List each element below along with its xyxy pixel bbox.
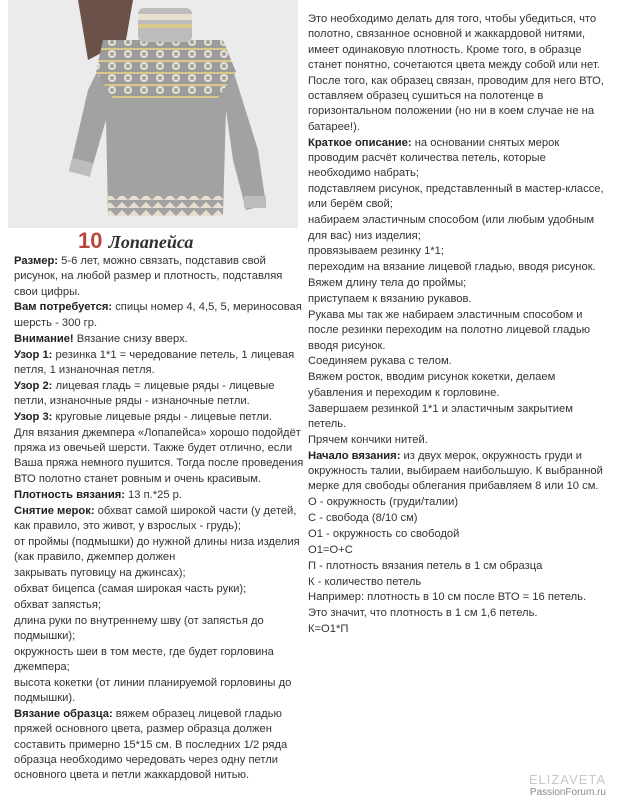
- paragraph: [14, 332, 304, 347]
- paragraph-text: После того, как образец связан, проводим для него ВТО, оставляем образец сушиться на полотенце в горизонтальном положении (но ни в коем случае не на батарее!).: [308, 74, 604, 133]
- paragraph-text: закрывать пуговицу на джинсах);: [14, 566, 186, 579]
- paragraph-label: Внимание!: [14, 332, 74, 345]
- paragraph: [308, 276, 604, 291]
- paragraph-label: Узор 3:: [14, 410, 53, 423]
- sweater-illustration: [8, 0, 298, 228]
- paragraph: [14, 676, 304, 707]
- paragraph-text: переходим на вязание лицевой гладью, вводя рисунок.: [308, 261, 596, 274]
- paragraph-text: Вяжем длину тела до проймы;: [308, 277, 467, 290]
- paragraph: [308, 12, 604, 73]
- paragraph: [308, 292, 604, 307]
- paragraph-label: Узор 1:: [14, 348, 53, 361]
- paragraph: [308, 308, 604, 354]
- paragraph-label: Вязание образца:: [14, 708, 113, 721]
- paragraph-text: О - окружность (груди/талии): [308, 496, 459, 509]
- paragraph-text: С - свобода (8/10 см): [308, 512, 418, 524]
- paragraph-text: Это значит, что плотность в 1 см 1,6 петель.: [308, 607, 538, 620]
- paragraph-text: длина руки по внутреннему шву (от запястья до подмышки);: [14, 614, 264, 642]
- paragraph-text: Соединяем рукава с телом.: [308, 355, 452, 368]
- paragraph: [308, 527, 604, 542]
- paragraph-text: К=О1*П: [308, 623, 349, 636]
- paragraph-text: окружность шеи в том месте, где будет горловина джемпера;: [14, 645, 274, 674]
- paragraph: [14, 348, 304, 379]
- article-heading: [78, 228, 193, 254]
- paragraph-label: Краткое описание:: [308, 136, 412, 149]
- paragraph: [308, 213, 604, 244]
- paragraph-label: Размер:: [14, 255, 59, 267]
- paragraph: [14, 535, 304, 566]
- paragraph-label: Снятие мерок:: [14, 504, 95, 517]
- paragraph-text: Например: плотность в 10 см после ВТО = 16 петель.: [308, 591, 587, 604]
- paragraph-text: провязываем резинку 1*1;: [308, 245, 444, 258]
- paragraph: [14, 488, 304, 503]
- paragraph-text: обхват бицепса (самая широкая часть руки);: [14, 582, 247, 595]
- paragraph: [308, 354, 604, 369]
- paragraph-text: от проймы (подмышки) до нужной длины низа изделия (как правило, джемпер должен: [14, 535, 300, 563]
- paragraph: [308, 136, 604, 182]
- paragraph-text: на основании снятых мерок проводим расчёт количества петель, которые необходимо набрать;: [308, 136, 560, 180]
- article-number: 10: [78, 228, 103, 253]
- paragraph: [14, 582, 304, 597]
- paragraph: [308, 182, 604, 213]
- paragraph-text: круговые лицевые ряды - лицевые петли.: [52, 410, 273, 423]
- paragraph: [14, 300, 304, 331]
- paragraph: [308, 74, 604, 135]
- sweater-photo: [8, 0, 298, 228]
- paragraph: [14, 614, 304, 645]
- paragraph: [308, 543, 604, 558]
- paragraph: [14, 566, 304, 581]
- paragraph: [14, 410, 304, 425]
- paragraph: [14, 254, 304, 300]
- paragraph: [308, 511, 604, 526]
- paragraph-text: Рукава мы так же набираем эластичным способом и после резинки переходим на полотно лицевой гладью вводя рисунок.: [308, 308, 591, 352]
- watermark: [529, 772, 606, 798]
- paragraph-text: Это необходимо делать для того, чтобы убедиться, что полотно, связанное основной и жаккардовой нитями, имеет одинаковую плотность. Кроме того, в образце станет понятно, сочетаются цвета между собой или нет.: [308, 13, 600, 71]
- paragraph: [308, 260, 604, 275]
- paragraph-text: вяжем образец лицевой гладью пряжей основного цвета, размер образца должен составить примерно 15*15 см. В последних 1/2 ряда образца необходимо чередовать через одну петли основного цвета и петли жаккардовой нитью.: [14, 708, 288, 782]
- paragraph: [308, 575, 604, 590]
- paragraph: [308, 402, 604, 433]
- paragraph: [14, 504, 304, 535]
- paragraph-text: набираем эластичным способом (или любым удобным для вас) низ изделия;: [308, 214, 595, 242]
- paragraph: [14, 598, 304, 613]
- article-title: Лопапейса: [108, 232, 194, 252]
- paragraph-label: Плотность вязания:: [14, 488, 125, 501]
- paragraph: [308, 370, 604, 401]
- paragraph-text: спицы номер 4, 4,5, 5, мериносовая шерсть - 300 гр.: [14, 301, 302, 329]
- paragraph-label: Вам потребуется:: [14, 301, 113, 314]
- paragraph-text: Прячем кончики нитей.: [308, 433, 428, 446]
- paragraph-text: 5-6 лет, можно связать, подставив свой рисунок, на любой размер и плотность, подставляя свои цифры.: [14, 255, 283, 298]
- paragraph: [308, 449, 604, 495]
- paragraph-text: Завершаем резинкой 1*1 и эластичным закрытием петель.: [308, 402, 573, 430]
- paragraph-text: Вяжем росток, вводим рисунок кокетки, делаем убавления и переходим к горловине.: [308, 371, 556, 399]
- paragraph: [308, 244, 604, 259]
- paragraph: [308, 433, 604, 448]
- paragraph: [14, 645, 304, 676]
- paragraph-text: К - количество петель: [308, 575, 422, 588]
- paragraph-text: 13 п.*25 р.: [124, 488, 183, 501]
- paragraph: [14, 707, 304, 783]
- paragraph-label: Узор 2:: [14, 379, 53, 392]
- watermark-site: PassionForum.ru: [529, 787, 606, 798]
- paragraph-text: О1=О+С: [308, 543, 353, 556]
- right-text-column: [308, 12, 604, 638]
- paragraph-text: приступаем к вязанию рукавов.: [308, 293, 472, 306]
- paragraph-text: из двух мерок, окружность груди и окружность талии, выбираем наибольшую. К выбранной мерке для свободы облегания прибавляем 8 или 10 см.: [308, 449, 603, 493]
- paragraph-text: Вязание снизу вверх.: [73, 332, 188, 345]
- paragraph: [308, 590, 604, 605]
- left-text-column: [14, 254, 304, 784]
- paragraph-text: обхват самой широкой части (у детей, как правило, это живот, у взрослых - грудь);: [14, 504, 297, 532]
- paragraph-label: Начало вязания:: [308, 449, 401, 462]
- paragraph-text: резинка 1*1 = чередование петель, 1 лицевая петля, 1 изнаночная петля.: [14, 348, 295, 376]
- paragraph-text: высота кокетки (от линии планируемой горловины до подмышки).: [14, 676, 292, 705]
- paragraph-text: П - плотность вязания петель в 1 см образца: [308, 559, 543, 572]
- paragraph: [308, 622, 604, 637]
- paragraph: [308, 559, 604, 574]
- paragraph: [308, 495, 604, 510]
- paragraph-text: обхват запястья;: [14, 598, 102, 611]
- paragraph-text: Для вязания джемпера «Лопапейса» хорошо подойдёт пряжа из овечьей шерсти. Также будет отлично, если Ваша пряжа немного пушится. Тогда после проведения ВТО полотно станет ровным и очень красивым.: [14, 426, 304, 485]
- paragraph-text: подставляем рисунок, представленный в мастер-классе, или берём свой;: [308, 183, 604, 211]
- paragraph-text: О1 - окружность со свободой: [308, 527, 460, 540]
- paragraph: [308, 606, 604, 621]
- paragraph: [14, 379, 304, 410]
- watermark-name: ELIZAVETA: [528, 772, 606, 787]
- paragraph-text: лицевая гладь = лицевые ряды - лицевые петли, изнаночные ряды - изнаночные петли.: [14, 379, 275, 408]
- paragraph: [14, 426, 304, 487]
